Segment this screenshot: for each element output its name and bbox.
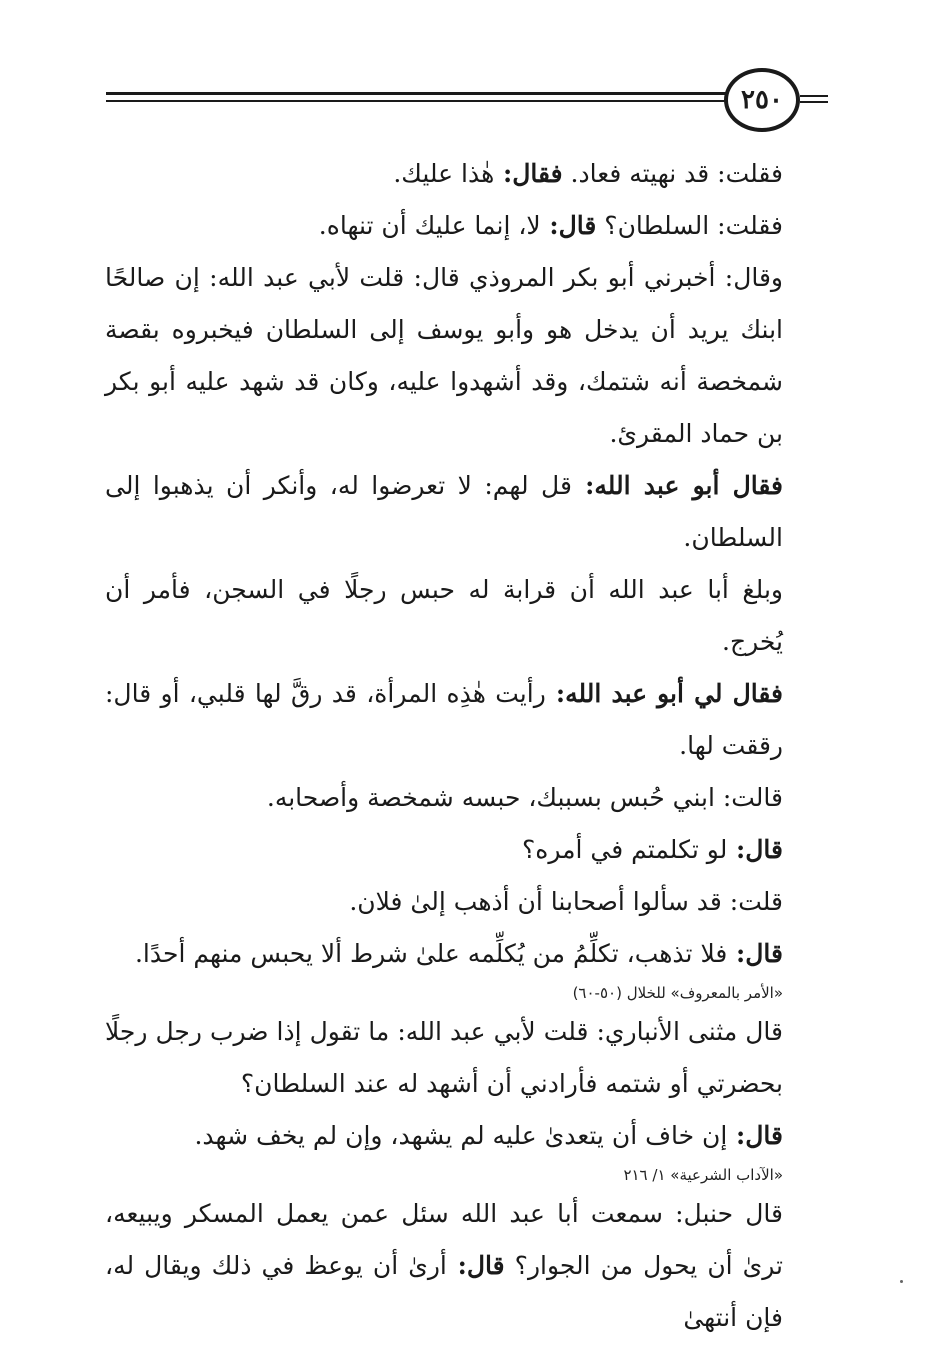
page-header (0, 0, 928, 140)
page-number-badge (724, 68, 800, 132)
paragraph (105, 1110, 833, 1162)
paragraph (105, 460, 833, 564)
bold-text: قال: (727, 835, 783, 864)
page-number: ٢٥٠ (741, 85, 783, 115)
text: فلا تذهب، تكلِّمُ من يُكلِّمه علىٰ شرط ألا يحبس منهم أحدًا. (134, 939, 728, 968)
paragraph (105, 772, 833, 824)
text: أرىٰ أن يوعظ في ذلك ويقال له، فإن أنتهىٰ (105, 1251, 783, 1332)
scan-speck (900, 1280, 903, 1283)
source-reference: «الآداب الشرعية» ١/ ٢١٦ (623, 1166, 783, 1184)
bold-text: فقال: (494, 159, 563, 188)
text: قال مثنى الأنباري: قلت لأبي عبد الله: ما تقول إذا ضرب رجل رجلًا بحضرتي أو شتمه فأرادني أن أشهد له عند السلطان؟ (105, 1017, 783, 1098)
paragraph (105, 148, 833, 200)
paragraph (105, 1188, 833, 1344)
bold-text: قال: (446, 1251, 505, 1280)
bold-text: فقال أبو عبد الله: (571, 471, 783, 500)
text: قل لهم: لا تعرضوا له، وأنكر أن يذهبوا إلى السلطان. (105, 471, 783, 552)
text: وقال: أخبرني أبو بكر المروذي قال: قلت لأبي عبد الله: إن صالحًا ابنك يريد أن يدخل هو وأبو يوسف إلى السلطان فيخبروه بقصة شمخصة أنه شتمك، وقد أشهدوا عليه، وكان قد شهد عليه أبو بكر بن حماد المقرئ. (105, 263, 783, 448)
source-reference: «الأمر بالمعروف» للخلال (٥٠-٦٠) (572, 984, 783, 1002)
text: وبلغ أبا عبد الله أن قرابة له حبس رجلًا في السجن، فأمر أن يُخرج. (105, 575, 783, 656)
text: قال حنبل: سمعت أبا عبد الله سئل عمن يعمل المسكر ويبيعه، ترىٰ أن يحول من الجوار؟ (105, 1199, 783, 1280)
header-rule-right (800, 101, 828, 103)
text: هٰذا عليك. (393, 159, 495, 188)
paragraph (105, 668, 833, 772)
text: قلت: قد سألوا أصحابنا أن أذهب إلىٰ فلان. (349, 887, 783, 916)
paragraph (105, 252, 833, 460)
header-rule (106, 100, 728, 102)
bold-text: قال: (727, 939, 783, 968)
paragraph (105, 200, 833, 252)
text: فقلت: السلطان؟ (596, 211, 783, 240)
text: رأيت هٰذِه المرأة، قد رقَّ لها قلبي، أو قال: رققت لها. (105, 679, 783, 760)
page-body (105, 148, 833, 1344)
header-rule-right (800, 95, 828, 97)
paragraph (105, 564, 833, 668)
bold-text: فقال لي أبو عبد الله: (545, 679, 784, 708)
bold-text: قال: (727, 1121, 783, 1150)
paragraph (105, 928, 833, 980)
bold-text: قال: (540, 211, 597, 240)
paragraph (105, 1006, 833, 1110)
text: لا، إنما عليك أن تنهاه. (318, 211, 541, 240)
text: إن خاف أن يتعدىٰ عليه لم يشهد، وإن لم يخف شهد. (194, 1121, 728, 1150)
header-rule (106, 92, 728, 95)
paragraph (105, 876, 833, 928)
paragraph (105, 824, 833, 876)
text: قالت: ابني حُبس بسببك، حبسه شمخصة وأصحابه. (266, 783, 783, 812)
text: لو تكلمتم في أمره؟ (521, 835, 728, 864)
text: فقلت: قد نهيته فعاد. (562, 159, 783, 188)
